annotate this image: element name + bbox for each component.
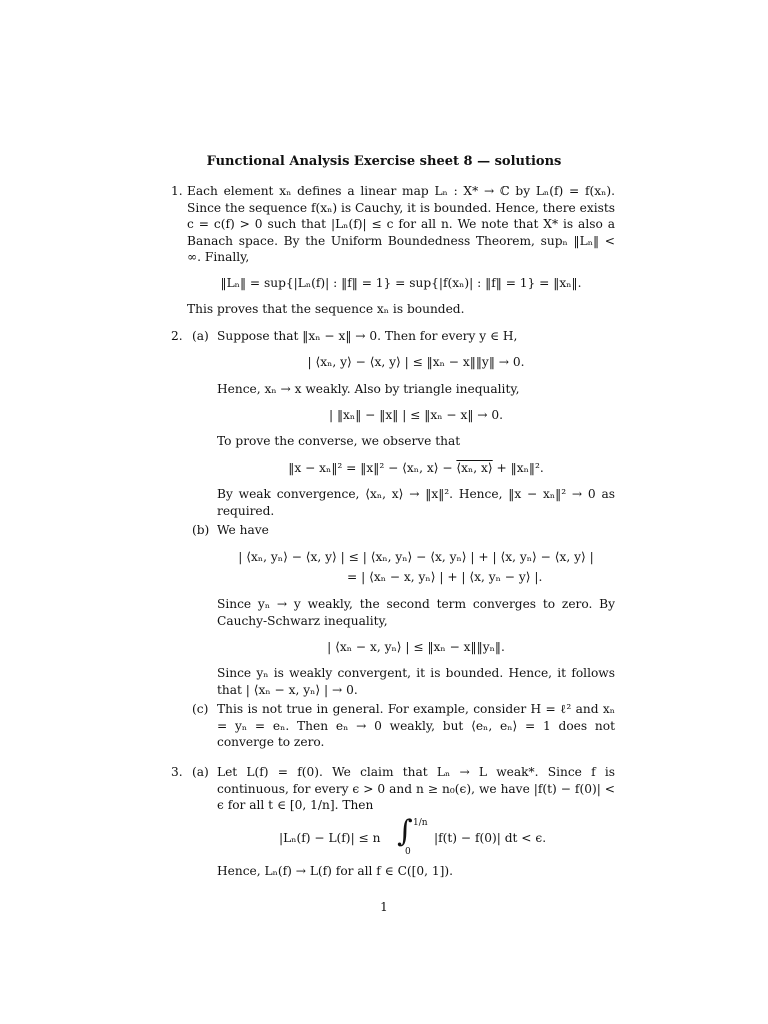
question-2-number: 2.	[171, 329, 183, 343]
question-2a-label: (a)	[192, 329, 209, 343]
question-3-number: 3.	[171, 765, 183, 779]
question-2a-text-2: Hence, xₙ → x weakly. Also by triangle inequality,	[217, 382, 520, 396]
question-2b-equation-1-line-1: | ⟨xₙ, yₙ⟩ − ⟨x, y⟩ | ≤ | ⟨xₙ, yₙ⟩ − ⟨x, yₙ⟩ | + | ⟨x, yₙ⟩ − ⟨x, y⟩ |	[238, 550, 594, 564]
question-3a-integral-lower-limit: 0	[405, 847, 411, 857]
integral-sign-icon: ∫	[397, 814, 413, 849]
question-2a-equation-3	[217, 460, 615, 477]
question-2a-equation-3-start: ‖x − xₙ‖² = ‖x‖² − ⟨xₙ, x⟩ −	[288, 461, 457, 475]
question-2b-equation-2: | ⟨xₙ − x, yₙ⟩ | ≤ ‖xₙ − x‖‖yₙ‖.	[327, 640, 505, 654]
question-2c-label: (c)	[192, 702, 209, 716]
question-2a-text-3: To prove the converse, we observe that	[217, 434, 461, 448]
question-2a-equation-1: | ⟨xₙ, y⟩ − ⟨x, y⟩ | ≤ ‖xₙ − x‖‖y‖ → 0.	[307, 355, 525, 369]
question-2a-intro: Suppose that ‖xₙ − x‖ → 0. Then for every y ∈ H,	[217, 329, 518, 343]
question-3a-equation-left: |Lₙ(f) − L(f)| ≤ n	[279, 831, 381, 845]
question-2c-text: This is not true in general. For example, consider H = ℓ² and xₙ = yₙ = eₙ. Then eₙ → 0 weakly, but ⟨eₙ, eₙ⟩ = 1 does not converge to zero.	[217, 702, 615, 749]
question-1-equation: ‖Lₙ‖ = sup{|Lₙ(f)| : ‖f‖ = 1} = sup{|f(xₙ)| : ‖f‖ = 1} = ‖xₙ‖.	[220, 276, 582, 290]
question-2b-text-2: Since yₙ → y weakly, the second term converges to zero. By Cauchy-Schwarz inequality,	[217, 597, 615, 628]
question-2b-label: (b)	[192, 523, 210, 537]
question-2a-text-4: By weak convergence, ⟨xₙ, x⟩ → ‖x‖². Hence, ‖x − xₙ‖² → 0 as required.	[217, 487, 615, 518]
question-2b-equation-1-line-2: = | ⟨xₙ − x, yₙ⟩ | + | ⟨x, yₙ − y⟩ |.	[347, 570, 543, 584]
question-3a-label: (a)	[192, 765, 209, 779]
question-1-number: 1.	[171, 184, 183, 198]
question-2a-equation-2: | ‖xₙ‖ − ‖x‖ | ≤ ‖xₙ − x‖ → 0.	[328, 408, 504, 422]
question-1-paragraph: Each element xₙ defines a linear map Lₙ : X* → ℂ by Lₙ(f) = f(xₙ). Since the sequence f(xₙ) is Cauchy, it is bounded. Hence, there exists c = c(f) > 0 such that |Lₙ(f)| ≤ c for all n. We note that X* is also a Banach space. By the Uniform Boundedness Theorem, supₙ ‖Lₙ‖ < ∞. Finally,	[187, 184, 615, 264]
page-title: Functional Analysis Exercise sheet 8 — solutions	[206, 154, 562, 169]
question-2b-text-3: Since yₙ is weakly convergent, it is bounded. Hence, it follows that | ⟨xₙ − x, yₙ⟩ | → 0.	[217, 666, 615, 697]
question-3a-text-1: Let L(f) = f(0). We claim that Lₙ → L weak*. Since f is continuous, for every ϵ > 0 and n ≥ n₀(ϵ), we have |f(t) − f(0)| < ϵ for all t ∈ [0, 1/n]. Then	[217, 765, 615, 812]
question-3a-text-2: Hence, Lₙ(f) → L(f) for all f ∈ C([0, 1]).	[217, 864, 454, 878]
question-1-conclusion: This proves that the sequence xₙ is bounded.	[187, 302, 465, 316]
question-2a-equation-3-conjugate: ⟨xₙ, x⟩	[456, 461, 493, 475]
question-3a-equation-right: |f(t) − f(0)| dt < ϵ.	[434, 831, 547, 845]
question-2a-equation-3-end: + ‖xₙ‖².	[492, 461, 544, 475]
question-3a-integral-upper-limit: 1/n	[413, 818, 428, 828]
question-2b-intro: We have	[217, 523, 269, 537]
page-number: 1	[380, 900, 388, 914]
